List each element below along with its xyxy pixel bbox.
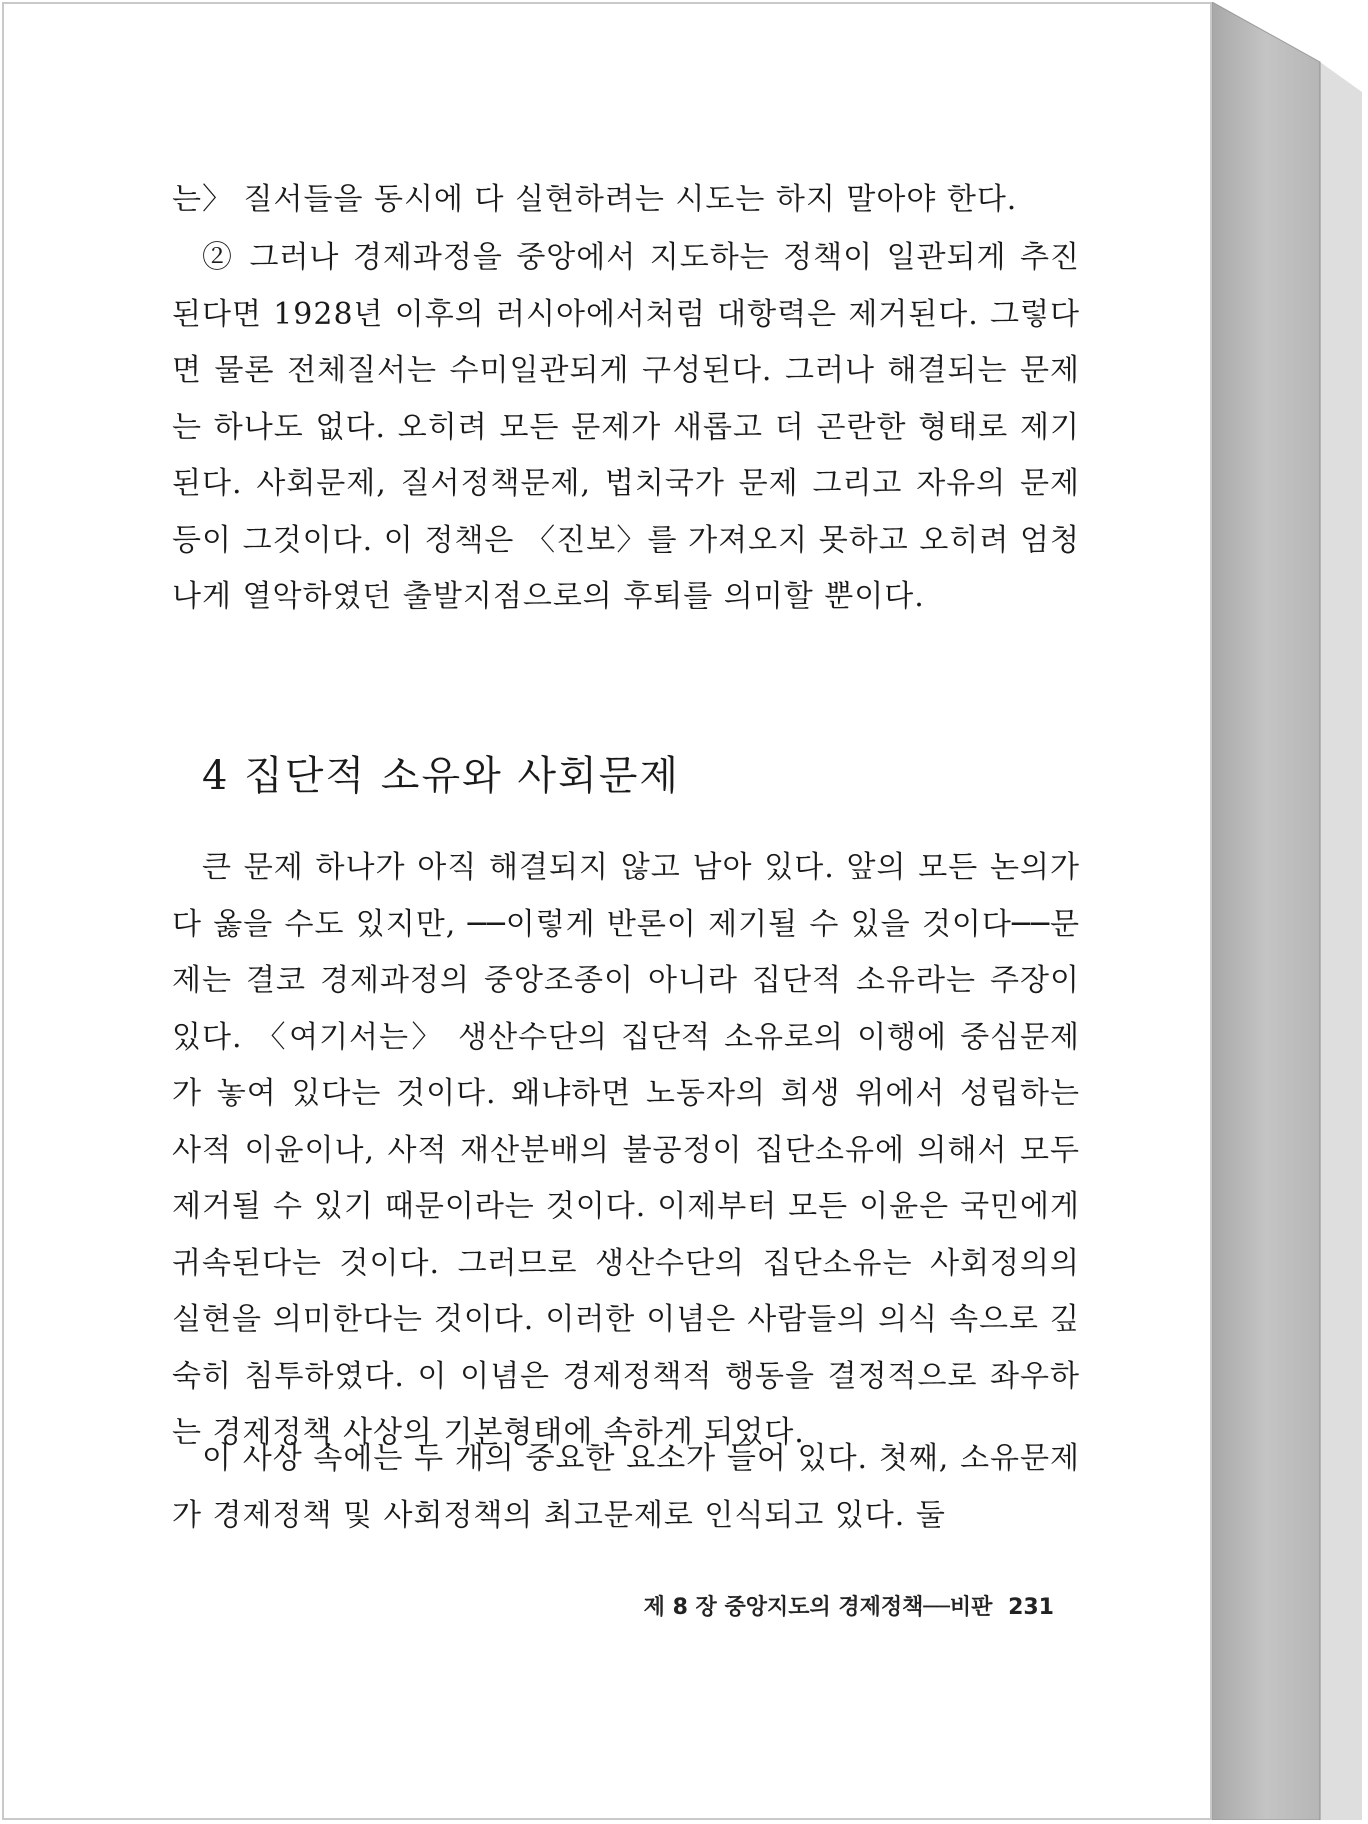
book-spine-edge <box>1212 2 1364 1820</box>
paragraph-3: 큰 문제 하나가 아직 해결되지 않고 남아 있다. 앞의 모든 논의가 다 옳을 수도 있지만, ──이렇게 반론이 제기될 수 있을 것이다──문제는 결코 경제과정의 중앙조종이 아니라 집단적 소유라는 주장이 있다. 〈여기서는〉 생산수단의 집단적 소유로의 이행에 중심문제가 놓여 있다는 것이다. 왜냐하면 노동자의 희생 위에서 성립하는 사적 이윤이나, 사적 재산분배의 불공정이 집단소유에 의해서 모두 제거될 수 있기 때문이라는 것이다. 이제부터 모든 이윤은 국민에게 귀속된다는 것이다. 그러므로 생산수단의 집단소유는 사회정의의 실현을 의미한다는 것이다. 이러한 이념은 사람들의 의식 속으로 깊숙히 침투하였다. 이 이념은 경제정책적 행동을 결정적으로 좌우하는 경제정책 사상의 기본형태에 속하게 되었다. <box>172 850 1080 1450</box>
page-footer <box>564 1590 1054 1621</box>
paragraph-4: 이 사상 속에는 두 개의 중요한 요소가 들어 있다. 첫째, 소유문제가 경제정책 및 사회정책의 최고문제로 인식되고 있다. 둘 <box>172 1441 1080 1533</box>
section-heading: 4 집단적 소유와 사회문제 <box>202 753 680 799</box>
page-number: 231 <box>1008 1595 1054 1620</box>
book-page <box>2 2 1212 1820</box>
paragraph-1: 는〉 질서들을 동시에 다 실현하려는 시도는 하지 말아야 한다. <box>172 182 1018 217</box>
footer-chapter-title: 제 8 장 중앙지도의 경제정책──비판 <box>643 1595 993 1620</box>
paragraph-2: ② 그러나 경제과정을 중앙에서 지도하는 정책이 일관되게 추진된다면 1928년 이후의 러시아에서처럼 대항력은 제거된다. 그렇다면 물론 전체질서는 수미일관되게 구성된다. 그러나 해결되는 문제는 하나도 없다. 오히려 모든 문제가 새롭고 더 곤란한 형태로 제기된다. 사회문제, 질서정책문제, 법치국가 문제 그리고 자유의 문제 등이 그것이다. 이 정책은 〈진보〉를 가져오지 못하고 오히려 엄청나게 열악하였던 출발지점으로의 후퇴를 의미할 뿐이다. <box>172 240 1080 614</box>
